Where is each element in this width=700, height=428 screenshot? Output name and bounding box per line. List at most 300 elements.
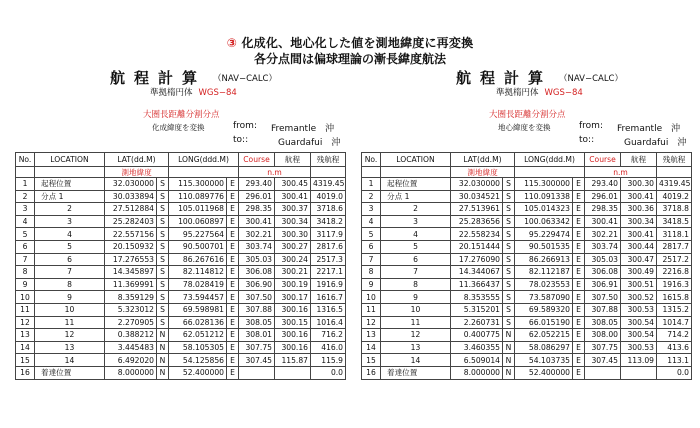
cell-location: 10 (381, 303, 451, 316)
cell-location: 分点 1 (381, 190, 451, 203)
cell-distance: 300.30 (621, 178, 657, 191)
cell-no: 1 (16, 178, 35, 191)
cell-course: 306.08 (585, 266, 621, 279)
cell-remaining: 2217.1 (311, 266, 346, 279)
cell-location: 7 (381, 266, 451, 279)
cell-course: 307.75 (239, 341, 275, 354)
unit-latitude-label: 測地緯度 (451, 167, 515, 178)
cell-ew: E (227, 215, 239, 228)
cell-ew: E (573, 291, 585, 304)
cell-lat: 22.557156 (105, 228, 157, 241)
cell-location: 14 (381, 354, 451, 367)
table-row (16, 303, 346, 316)
col-long: LONG(ddd.M) (515, 153, 585, 167)
cell-ns: S (503, 291, 515, 304)
cell-distance (275, 366, 311, 379)
cell-lat: 30.033894 (105, 190, 157, 203)
cell-location: 7 (35, 266, 105, 279)
cell-location: 4 (35, 228, 105, 241)
cell-long: 90.501535 (515, 240, 573, 253)
cell-ew: E (227, 316, 239, 329)
cell-course: 308.00 (585, 329, 621, 342)
cell-no: 7 (16, 253, 35, 266)
table-row (16, 354, 346, 367)
cell-course: 308.01 (239, 329, 275, 342)
cell-distance: 300.30 (275, 228, 311, 241)
cell-lat: 32.030000 (105, 178, 157, 191)
cell-remaining: 3418.5 (657, 215, 692, 228)
cell-no: 2 (362, 190, 381, 203)
cell-location: 8 (35, 278, 105, 291)
ref-label: 準拠楕円体 (150, 88, 193, 98)
cell-ns: S (157, 190, 169, 203)
cell-long: 100.063342 (515, 215, 573, 228)
cell-no: 12 (16, 316, 35, 329)
ref-value: WGS−84 (198, 88, 237, 98)
cell-lat: 27.513961 (451, 203, 503, 216)
cell-ew: E (573, 266, 585, 279)
cell-location: 5 (35, 240, 105, 253)
cell-distance: 300.15 (275, 316, 311, 329)
panel-subtitle: （NAV−CALC） (213, 74, 277, 84)
cell-location: 2 (35, 203, 105, 216)
col-location: LOCATION (35, 153, 105, 167)
from-value: Fremantle 沖 (617, 124, 681, 134)
col-lat: LAT(dd.M) (105, 153, 169, 167)
table-row (16, 203, 346, 216)
table-row (362, 303, 692, 316)
cell-ns: S (503, 228, 515, 241)
panel-subtitle: （NAV−CALC） (559, 74, 623, 84)
cell-course: 302.21 (239, 228, 275, 241)
col-remaining: 残航程 (657, 153, 692, 167)
cell-no: 10 (362, 291, 381, 304)
to-value: Guardafui 沖 (624, 138, 687, 148)
cell-ns: S (503, 203, 515, 216)
cell-ew: E (227, 266, 239, 279)
cell-distance: 300.27 (275, 240, 311, 253)
cell-remaining: 1316.5 (311, 303, 346, 316)
cell-course: 293.40 (239, 178, 275, 191)
cell-ns: S (157, 215, 169, 228)
circled-number: ③ (226, 36, 238, 50)
cell-no: 15 (16, 354, 35, 367)
table-row (362, 190, 692, 203)
nav-table (361, 152, 692, 380)
cell-no: 11 (362, 303, 381, 316)
cell-long: 86.267616 (169, 253, 227, 266)
cell-distance: 300.51 (621, 278, 657, 291)
cell-course: 307.50 (239, 291, 275, 304)
cell-ns: S (157, 278, 169, 291)
cell-ns: S (157, 228, 169, 241)
cell-ns: S (503, 266, 515, 279)
cell-location: 10 (35, 303, 105, 316)
cell-course: 296.01 (239, 190, 275, 203)
table-row (362, 266, 692, 279)
cell-distance: 300.41 (621, 190, 657, 203)
cell-lat: 8.000000 (451, 366, 503, 379)
cell-long: 110.091338 (515, 190, 573, 203)
cell-course: 303.74 (239, 240, 275, 253)
cell-course: 305.03 (585, 253, 621, 266)
cell-location: 5 (381, 240, 451, 253)
table-row (362, 291, 692, 304)
cell-long: 62.052215 (515, 329, 573, 342)
cell-ns: S (503, 253, 515, 266)
cell-location: 13 (381, 341, 451, 354)
cell-course: 296.01 (585, 190, 621, 203)
col-distance: 航程 (621, 153, 657, 167)
cell-lat: 0.388212 (105, 329, 157, 342)
cell-lat: 25.282403 (105, 215, 157, 228)
cell-remaining: 3117.9 (311, 228, 346, 241)
cell-course: 308.05 (585, 316, 621, 329)
cell-course: 307.88 (239, 303, 275, 316)
cell-lat: 5.315201 (451, 303, 503, 316)
cell-lat: 27.512884 (105, 203, 157, 216)
cell-remaining: 3718.6 (311, 203, 346, 216)
cell-no: 14 (16, 341, 35, 354)
cell-location: 12 (381, 329, 451, 342)
reference-ellipsoid (496, 86, 583, 98)
cell-course: 293.40 (585, 178, 621, 191)
cell-lat: 6.509014 (451, 354, 503, 367)
cell-long: 73.587090 (515, 291, 573, 304)
cell-distance (621, 366, 657, 379)
table-row (16, 278, 346, 291)
cell-no: 13 (362, 329, 381, 342)
cell-long: 82.112187 (515, 266, 573, 279)
cell-lat: 30.034521 (451, 190, 503, 203)
cell-lat: 2.270905 (105, 316, 157, 329)
cell-location: 13 (35, 341, 105, 354)
cell-ew: E (227, 291, 239, 304)
cell-ew: E (573, 240, 585, 253)
cell-long: 78.023553 (515, 278, 573, 291)
cell-course: 298.35 (239, 203, 275, 216)
cell-ew: E (573, 354, 585, 367)
cell-remaining: 1916.3 (657, 278, 692, 291)
cell-distance: 300.17 (275, 291, 311, 304)
cell-lat: 0.400775 (451, 329, 503, 342)
cell-long: 110.089776 (169, 190, 227, 203)
cell-course: 300.41 (585, 215, 621, 228)
cell-long: 95.229474 (515, 228, 573, 241)
cell-remaining: 0.0 (311, 366, 346, 379)
cell-remaining: 113.1 (657, 354, 692, 367)
table-row (16, 253, 346, 266)
col-no: No. (16, 153, 35, 167)
table-row (16, 228, 346, 241)
cell-remaining: 1016.4 (311, 316, 346, 329)
cell-distance: 300.37 (275, 203, 311, 216)
cell-ns: S (503, 178, 515, 191)
cell-course (585, 366, 621, 379)
cell-remaining: 1315.2 (657, 303, 692, 316)
cell-long: 82.114812 (169, 266, 227, 279)
cell-ns: N (503, 366, 515, 379)
cell-course: 307.88 (585, 303, 621, 316)
unit-nm-label: n.m (239, 167, 311, 178)
cell-distance: 300.34 (621, 215, 657, 228)
cell-remaining: 4319.45 (657, 178, 692, 191)
cell-long: 105.011968 (169, 203, 227, 216)
cell-distance: 300.54 (621, 316, 657, 329)
cell-long: 52.400000 (515, 366, 573, 379)
cell-distance: 300.16 (275, 341, 311, 354)
cell-ew: E (573, 303, 585, 316)
cell-course (239, 366, 275, 379)
cell-lat: 14.344067 (451, 266, 503, 279)
cell-no: 4 (362, 215, 381, 228)
cell-ns: S (157, 303, 169, 316)
cell-ns: S (503, 303, 515, 316)
table-row (362, 178, 692, 191)
nav-calc-panel-right (361, 64, 691, 394)
to-label: to:: (233, 135, 249, 145)
table-row (362, 341, 692, 354)
cell-lat: 6.492020 (105, 354, 157, 367)
cell-course: 306.08 (239, 266, 275, 279)
cell-lat: 11.366437 (451, 278, 503, 291)
cell-ew: E (573, 253, 585, 266)
cell-course: 302.21 (585, 228, 621, 241)
col-no: No. (362, 153, 381, 167)
nav-calc-panel-left (15, 64, 345, 394)
cell-lat: 3.445483 (105, 341, 157, 354)
cell-ew: E (227, 341, 239, 354)
cell-long: 52.400000 (169, 366, 227, 379)
cell-course: 307.50 (585, 291, 621, 304)
cell-distance: 300.52 (621, 291, 657, 304)
header-row (362, 153, 692, 167)
table-row (16, 291, 346, 304)
cell-remaining: 714.2 (657, 329, 692, 342)
from-label: from: (579, 121, 603, 131)
cell-ew: E (573, 341, 585, 354)
cell-distance: 300.54 (621, 329, 657, 342)
table-row (362, 228, 692, 241)
col-distance: 航程 (275, 153, 311, 167)
col-remaining: 残航程 (311, 153, 346, 167)
cell-long: 69.598981 (169, 303, 227, 316)
cell-long: 100.060897 (169, 215, 227, 228)
unit-row (16, 167, 346, 178)
cell-location: 着達位置 (35, 366, 105, 379)
cell-long: 105.014323 (515, 203, 573, 216)
cell-remaining: 4019.0 (311, 190, 346, 203)
cell-ew: E (573, 329, 585, 342)
cell-location: 9 (381, 291, 451, 304)
cell-location: 分点 1 (35, 190, 105, 203)
cell-no: 12 (362, 316, 381, 329)
cell-ns: N (503, 354, 515, 367)
cell-ew: E (573, 228, 585, 241)
panel-title: 航程計算 (110, 69, 207, 87)
cell-course: 307.45 (239, 354, 275, 367)
cell-lat: 8.359129 (105, 291, 157, 304)
table-row (362, 329, 692, 342)
table-row (16, 366, 346, 379)
cell-ns: S (503, 215, 515, 228)
table-row (362, 278, 692, 291)
table-row (362, 203, 692, 216)
cell-lat: 11.369991 (105, 278, 157, 291)
cell-ew: E (573, 215, 585, 228)
cell-ew: E (227, 329, 239, 342)
cell-remaining: 4019.2 (657, 190, 692, 203)
cell-ns: S (503, 190, 515, 203)
table-row (362, 316, 692, 329)
cell-location: 2 (381, 203, 451, 216)
cell-lat: 22.558234 (451, 228, 503, 241)
cell-no: 11 (16, 303, 35, 316)
cell-no: 14 (362, 341, 381, 354)
cell-no: 7 (362, 253, 381, 266)
cell-no: 4 (16, 215, 35, 228)
division-label: 大圏長距離分割分点 (489, 110, 566, 120)
cell-ew: E (573, 190, 585, 203)
cell-ew: E (227, 303, 239, 316)
cell-course: 306.90 (239, 278, 275, 291)
cell-distance: 300.45 (275, 178, 311, 191)
cell-long: 78.028419 (169, 278, 227, 291)
table-row (362, 366, 692, 379)
cell-no: 6 (16, 240, 35, 253)
col-long: LONG(ddd.M) (169, 153, 239, 167)
table-row (16, 329, 346, 342)
cell-no: 13 (16, 329, 35, 342)
col-course: Course (239, 153, 275, 167)
cell-remaining: 1616.7 (311, 291, 346, 304)
unit-latitude-label: 測地緯度 (105, 167, 169, 178)
cell-remaining: 3718.8 (657, 203, 692, 216)
cell-no: 9 (362, 278, 381, 291)
cell-no: 2 (16, 190, 35, 203)
table-row (16, 190, 346, 203)
cell-ew: E (573, 178, 585, 191)
cell-ns: N (157, 366, 169, 379)
cell-location: 6 (35, 253, 105, 266)
cell-lat: 8.353555 (451, 291, 503, 304)
cell-distance: 113.09 (621, 354, 657, 367)
cell-no: 5 (362, 228, 381, 241)
conversion-label: 地心緯度を変換 (498, 123, 551, 132)
cell-course: 300.41 (239, 215, 275, 228)
ref-value: WGS−84 (544, 88, 583, 98)
cell-lat: 3.460355 (451, 341, 503, 354)
unit-nm-label: n.m (585, 167, 657, 178)
cell-distance: 300.41 (275, 190, 311, 203)
title-text-1: 化成化、地心化した値を測地緯度に再変換 (241, 36, 474, 50)
cell-lat: 20.151444 (451, 240, 503, 253)
cell-distance: 115.87 (275, 354, 311, 367)
cell-ew: E (227, 366, 239, 379)
doc-title-line2: 各分点間は偏球理論の漸長緯度航法 (253, 52, 446, 66)
nav-table (15, 152, 346, 380)
cell-long: 66.015190 (515, 316, 573, 329)
cell-long: 69.589320 (515, 303, 573, 316)
cell-ew: E (573, 278, 585, 291)
unit-row (362, 167, 692, 178)
cell-lat: 25.283656 (451, 215, 503, 228)
cell-no: 8 (16, 266, 35, 279)
table-row (16, 240, 346, 253)
table-row (16, 341, 346, 354)
cell-distance: 300.34 (275, 215, 311, 228)
cell-remaining: 1615.8 (657, 291, 692, 304)
cell-location: 12 (35, 329, 105, 342)
cell-distance: 300.16 (275, 303, 311, 316)
from-label: from: (233, 121, 257, 131)
cell-remaining: 3118.1 (657, 228, 692, 241)
cell-no: 3 (16, 203, 35, 216)
cell-course: 307.45 (585, 354, 621, 367)
cell-course: 298.35 (585, 203, 621, 216)
from-value: Fremantle 沖 (271, 124, 335, 134)
cell-long: 90.500701 (169, 240, 227, 253)
cell-remaining: 2517.2 (657, 253, 692, 266)
table-row (16, 178, 346, 191)
cell-long: 66.028136 (169, 316, 227, 329)
cell-ew: E (227, 178, 239, 191)
cell-lat: 17.276090 (451, 253, 503, 266)
cell-no: 16 (16, 366, 35, 379)
cell-no: 1 (362, 178, 381, 191)
cell-no: 9 (16, 278, 35, 291)
cell-ns: N (157, 329, 169, 342)
cell-remaining: 413.6 (657, 341, 692, 354)
cell-remaining: 2817.7 (657, 240, 692, 253)
conversion-label: 化成緯度を変換 (152, 123, 205, 132)
cell-remaining: 4319.45 (311, 178, 346, 191)
table-row (362, 240, 692, 253)
cell-ns: S (157, 266, 169, 279)
table-row (16, 215, 346, 228)
cell-ew: E (573, 366, 585, 379)
cell-long: 115.300000 (169, 178, 227, 191)
cell-long: 95.227564 (169, 228, 227, 241)
cell-ew: E (227, 228, 239, 241)
cell-distance: 300.53 (621, 341, 657, 354)
header-row (16, 153, 346, 167)
cell-remaining: 115.9 (311, 354, 346, 367)
cell-lat: 2.260731 (451, 316, 503, 329)
cell-location: 14 (35, 354, 105, 367)
col-lat: LAT(dd.M) (451, 153, 515, 167)
cell-long: 58.105305 (169, 341, 227, 354)
cell-distance: 300.16 (275, 329, 311, 342)
cell-remaining: 716.2 (311, 329, 346, 342)
cell-location: 8 (381, 278, 451, 291)
cell-ew: E (227, 190, 239, 203)
cell-location: 11 (381, 316, 451, 329)
cell-course: 307.75 (585, 341, 621, 354)
cell-ns: S (157, 316, 169, 329)
table-row (16, 266, 346, 279)
cell-remaining: 2216.8 (657, 266, 692, 279)
cell-ns: S (503, 240, 515, 253)
cell-course: 303.74 (585, 240, 621, 253)
cell-location: 4 (381, 228, 451, 241)
cell-ew: E (227, 253, 239, 266)
cell-ns: N (157, 341, 169, 354)
cell-course: 308.05 (239, 316, 275, 329)
cell-lat: 8.000000 (105, 366, 157, 379)
cell-distance: 300.36 (621, 203, 657, 216)
table-row (362, 354, 692, 367)
